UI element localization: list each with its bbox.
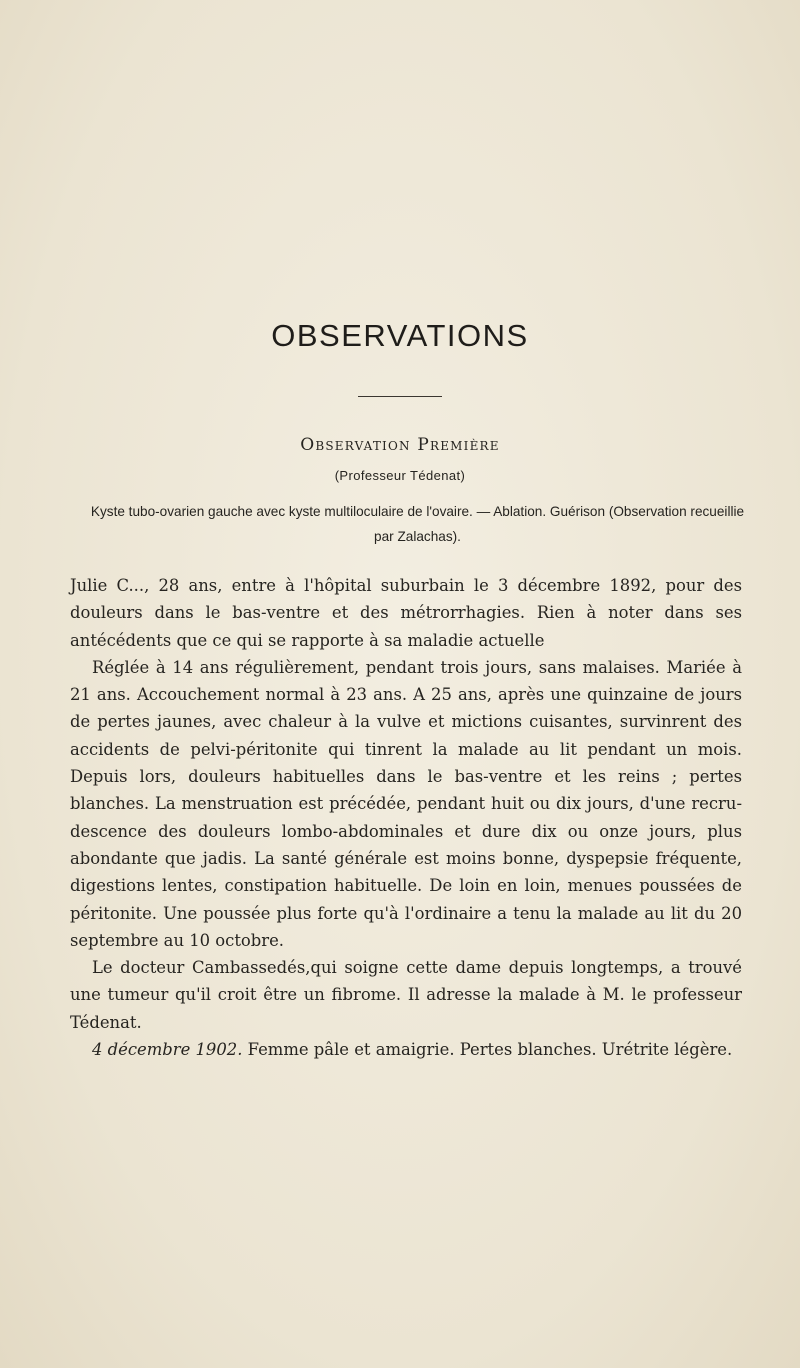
paragraph-4-date: 4 décembre 1902. — [92, 1040, 243, 1060]
paragraph-4-text: Femme pâle et amaigrie. Pertes blanches. Urétrite légère. — [242, 1040, 733, 1060]
observation-body — [70, 572, 742, 1063]
paragraph-2: Réglée à 14 ans régulièrement, pendant trois jours, sans malaises. Mariée à 21 ans. Accouchement normal à 23 ans. A 25 ans, après une quinzaine de jours de pertes jaunes, avec chaleur à la vulve et mictions cuisantes, survinrent des accidents de pelvi-péritonite qui tinrent la malade au lit pendant un mois. Depuis lors, douleurs habituelles dans le bas-ventre et les reins ; pertes blanches. La menstruation est précédée, pendant huit ou dix jours, d'une recru-descence des douleurs lombo-abdominales et dure dix ou onze jours, plus abondante que jadis. La santé générale est moins bonne, dyspepsie fréquente, digestions lentes, constipation habituelle. De loin en loin, menues poussées de péritonite. Une poussée plus forte qu'à l'ordinaire a tenu la malade au lit du 20 septembre au 10 octobre. — [70, 657, 742, 950]
page-title: OBSERVATIONS — [271, 318, 529, 353]
paragraph-1: Julie C..., 28 ans, entre à l'hôpital suburbain le 3 décembre 1892, pour des douleurs dans le bas-ventre et des métrorrhagies. Rien à noter dans ses antécédents que ce qui se rapporte à sa maladie actuelle — [70, 576, 742, 650]
paragraph-4 — [70, 1036, 742, 1063]
observation-attribution: (Professeur Tédenat) — [334, 468, 466, 483]
observation-summary: Kyste tubo-ovarien gauche avec kyste multiloculaire de l'ovaire. — Ablation. Guérison (Observation recueillie par Zalachas). — [90, 504, 745, 544]
observation-heading: Observation Première — [300, 435, 500, 455]
title-divider — [358, 396, 442, 397]
paragraph-3: Le docteur Cambassedés,qui soigne cette dame depuis longtemps, a trouvé une tumeur qu'il croit être un fibrome. Il adresse la malade à M. le professeur Tédenat. — [70, 958, 742, 1032]
